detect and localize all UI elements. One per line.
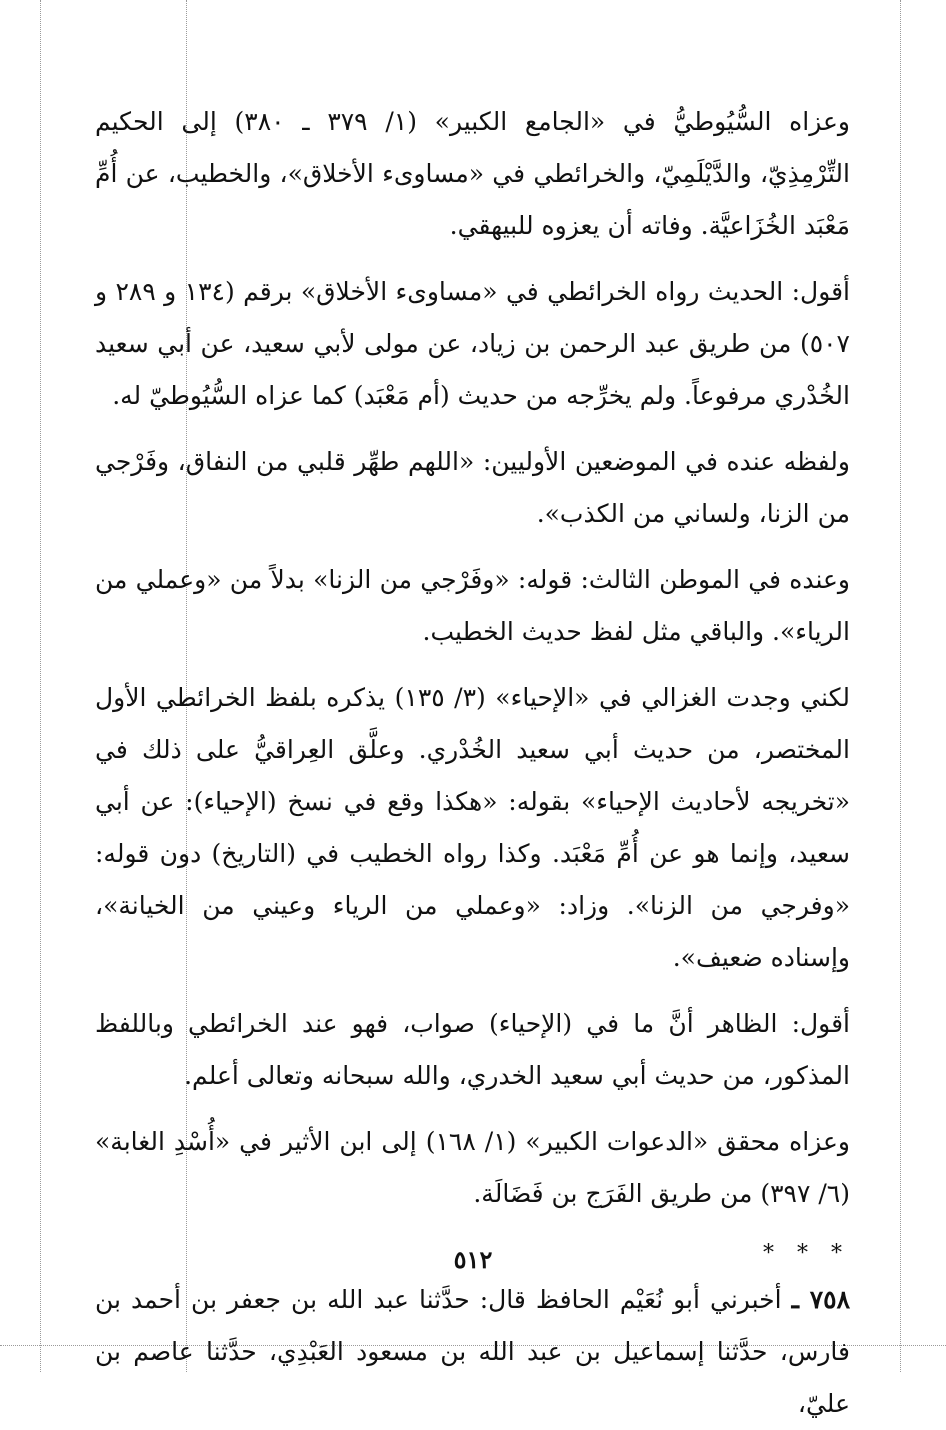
page-body: [95, 96, 850, 1430]
paragraph-ibn-athir: وعزاه محقق «الدعوات الكبير» (١/ ١٦٨) إلى ابن الأثير في «أُسْدِ الغابة» (٦/ ٣٩٧) من طريق الفَرَج بن فَضَالَة.: [95, 1127, 851, 1208]
paragraph-third-place: وعنده في الموطن الثالث: قوله: «وفَرْجي من الزنا» بدلاً من «وعملي من الرياء». والباقي مثل لفظ حديث الخطيب.: [95, 565, 850, 646]
hadith-number: ٧٥٨ ـ: [791, 1285, 851, 1314]
section-separator: * * *: [763, 1241, 850, 1266]
guide-line-left: [40, 0, 41, 1372]
paragraph-kharaiti-narration: أقول: الحديث رواه الخرائطي في «مساوىء الأخلاق» برقم (١٣٤ و ٢٨٩ و ٥٠٧) من طريق عبد الرحمن بن زياد، عن مولى لأبي سعيد، عن أبي سعيد الخُدْري مرفوعاً. ولم يخرِّجه من حديث (أم مَعْبَد) كما عزاه السُّيُوطيّ له.: [95, 277, 851, 410]
hadith-text: أخبرني أبو نُعَيْم الحافظ قال: حدَّثنا عبد الله بن جعفر بن أحمد بن فارس، حدَّثنا إسماعيل بن عبد الله بن مسعود العَبْدِي، حدَّثنا عاصم بن عليّ،: [95, 1285, 850, 1418]
page-number: ٥١٢: [453, 1245, 493, 1274]
paragraph-wording: ولفظه عنده في الموضعين الأوليين: «اللهم طهِّر قلبي من النفاق، وفَرْجي من الزنا، ولساني من الكذب».: [95, 447, 850, 528]
guide-line-right: [900, 0, 901, 1372]
hadith-entry: [95, 1274, 850, 1430]
paragraph-suyuti-attribution: وعزاه السُّيُوطيُّ في «الجامع الكبير» (١/ ٣٧٩ ـ ٣٨٠) إلى الحكيم التِّرْمِذِيّ، والدَّيْلَمِيّ، والخرائطي في «مساوىء الأخلاق»، والخطيب، عن أُمِّ مَعْبَد الخُزَاعيَّة. وفاته أن يعزوه للبيهقي.: [95, 107, 851, 240]
paragraph-conclusion: أقول: الظاهر أنَّ ما في (الإحياء) صواب، فهو عند الخرائطي وباللفظ المذكور، من حديث أبي سعيد الخدري، والله سبحانه وتعالى أعلم.: [95, 1009, 850, 1090]
paragraph-ghazali: لكني وجدت الغزالي في «الإحياء» (٣/ ١٣٥) يذكره بلفظ الخرائطي الأول المختصر، من حديث أبي سعيد الخُدْري. وعلَّق العِراقيُّ على ذلك في «تخريجه لأحاديث الإحياء» بقوله: «هكذا وقع في نسخ (الإحياء): عن أبي سعيد، وإنما هو عن أُمِّ مَعْبَد. وكذا رواه الخطيب في (التاريخ) دون قوله: «وفرجي من الزنا». وزاد: «وعملي من الرياء وعيني من الخيانة»، وإسناده ضعيف».: [95, 683, 851, 972]
